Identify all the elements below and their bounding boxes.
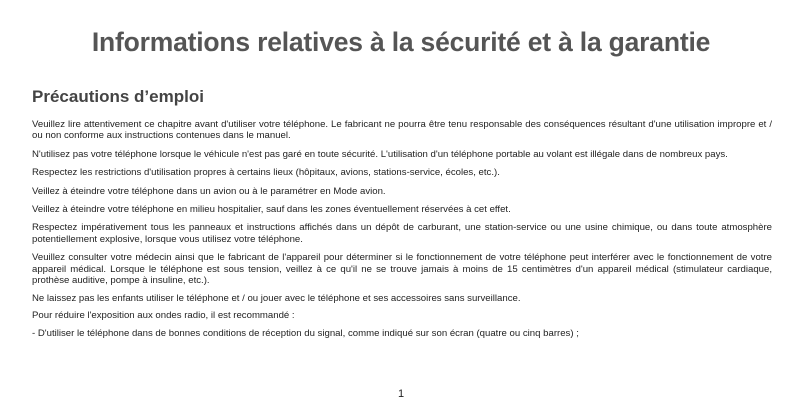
body-text — [32, 119, 772, 347]
paragraph: Veuillez lire attentivement ce chapitre avant d'utiliser votre téléphone. Le fabricant ne pourra être tenu responsable des conséquences résultant d'une utilisation impropre et / ou non conforme aux instructions contenues dans le manuel. — [32, 119, 772, 142]
paragraph: Veuillez consulter votre médecin ainsi que le fabricant de l'appareil pour déterminer si le fonctionnement de votre téléphone peut interférer avec le fonctionnement de votre appareil médical. Lorsque le téléphone est sous tension, veillez à ce qu'il ne se trouve jamais à moins de 15 centimètres d'un appareil médical (stimulateur cardiaque, prothèse auditive, pompe à insuline, etc.). — [32, 252, 772, 287]
paragraph: Pour réduire l'exposition aux ondes radio, il est recommandé : — [32, 309, 295, 321]
paragraph: Veillez à éteindre votre téléphone dans un avion ou à le paramétrer en Mode avion. — [32, 185, 386, 197]
page-number: 1 — [397, 388, 405, 400]
paragraph: Veillez à éteindre votre téléphone en milieu hospitalier, sauf dans les zones éventuellement réservées à cet effet. — [32, 204, 511, 216]
paragraph: Ne laissez pas les enfants utiliser le téléphone et / ou jouer avec le téléphone et ses accessoires sans surveillance. — [32, 293, 521, 305]
paragraph: Respectez impérativement tous les panneaux et instructions affichés dans un dépôt de carburant, une station-service ou une usine chimique, ou dans toute atmosphère potentiellement explosive, lorsque vous utilisez votre téléphone. — [32, 222, 772, 245]
page-title: Informations relatives à la sécurité et à la garantie — [91, 27, 711, 57]
section-heading: Précautions d’emploi — [32, 87, 204, 106]
paragraph: Respectez les restrictions d'utilisation propres à certains lieux (hôpitaux, avions, stations-service, écoles, etc.). — [32, 167, 500, 179]
paragraph: - D'utiliser le téléphone dans de bonnes conditions de réception du signal, comme indiqué sur son écran (quatre ou cinq barres) ; — [32, 328, 579, 340]
paragraph: N'utilisez pas votre téléphone lorsque le véhicule n'est pas garé en toute sécurité. L'utilisation d'un téléphone portable au volant est illégale dans de nombreux pays. — [32, 148, 728, 160]
